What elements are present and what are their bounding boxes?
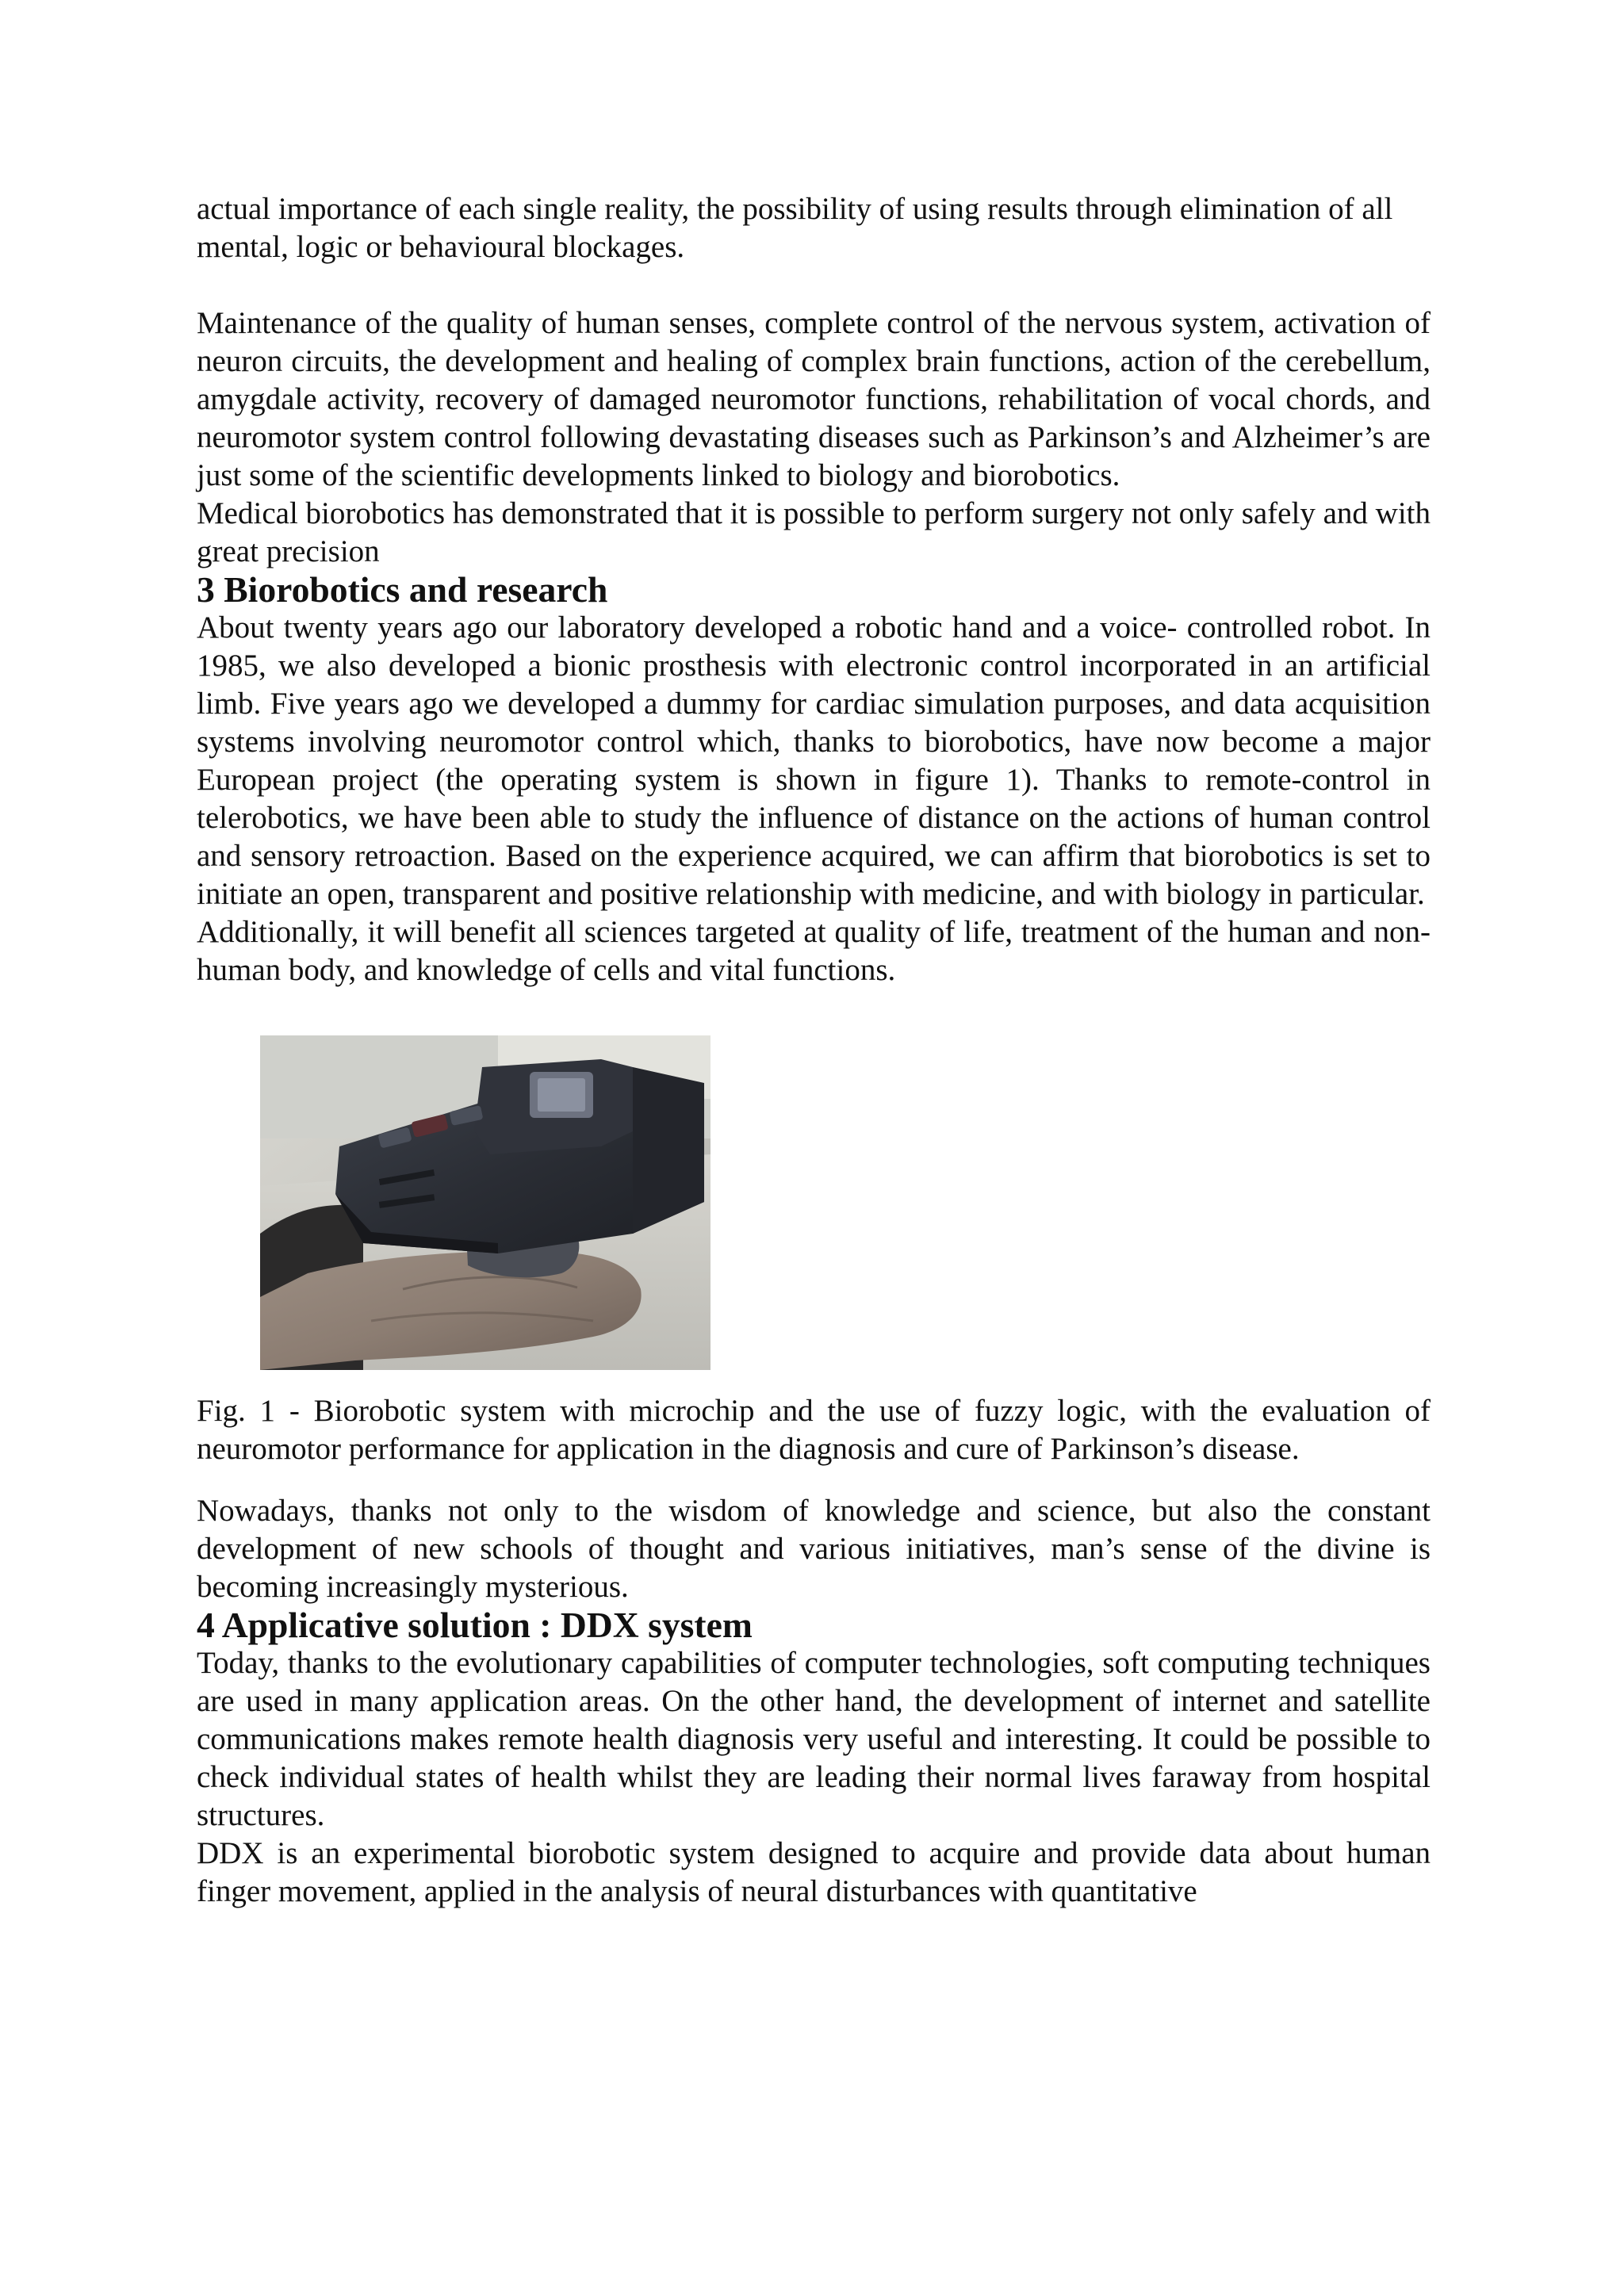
section-3-paragraph-1: About twenty years ago our laboratory developed a robotic hand and a voice- controlled robot. In 1985, we also developed a bionic prosthesis with electronic control incorporated in an artificial limb. Five years ago we developed a dummy for cardiac simulation purposes, and data acquisition systems involving neuromotor control which, thanks to biorobotics, have now become a major European project (the operating system is shown in figure 1). Thanks to remote-control in telerobotics, we have been able to study the influence of distance on the actions of human control and sensory retroaction. Based on the experience acquired, we can affirm that biorobotics is set to initiate an open, transparent and positive relationship with medicine, and with biology in particular. — [197, 610, 1431, 911]
paragraph-medical-biorobotics: Medical biorobotics has demonstrated that it is possible to perform surgery not only safely and with great precision — [197, 496, 1431, 568]
section-4-heading: 4 Applicative solution : DDX system — [197, 1605, 753, 1645]
document-page — [197, 190, 1431, 1911]
figure-1-caption: Fig. 1 - Biorobotic system with microchip and the use of fuzzy logic, with the evaluation of neuromotor performance for application in the diagnosis and cure of Parkinson’s disease. — [197, 1394, 1431, 1466]
section-3-heading: 3 Biorobotics and research — [197, 569, 608, 610]
section-4-paragraph-1: Today, thanks to the evolutionary capabilities of computer technologies, soft computing techniques are used in many application areas. On the other hand, the development of internet and satellite communications makes remote health diagnosis very useful and interesting. It could be possible to check individual states of health whilst they are leading their normal lives faraway from hospital structures. — [197, 1646, 1431, 1832]
section-4-paragraph-2: DDX is an experimental biorobotic system designed to acquire and provide data about human finger movement, applied in the analysis of neural disturbances with quantitative — [197, 1836, 1431, 1908]
section-3-paragraph-2: Additionally, it will benefit all sciences targeted at quality of life, treatment of the human and non-human body, and knowledge of cells and vital functions. — [197, 915, 1431, 987]
paragraph-continuation: actual importance of each single reality, the possibility of using results through elimination of all mental, logic or behavioural blockages. — [197, 192, 1393, 264]
biorobotic-device-photo — [260, 1035, 710, 1370]
figure-1-photo — [260, 1035, 710, 1370]
paragraph-nowadays: Nowadays, thanks not only to the wisdom of knowledge and science, but also the constant development of new schools of thought and various initiatives, man’s sense of the divine is becoming increasingly mysterious. — [197, 1494, 1431, 1604]
paragraph-maintenance: Maintenance of the quality of human senses, complete control of the nervous system, activation of neuron circuits, the development and healing of complex brain functions, action of the cerebellum, amygdale activity, recovery of damaged neuromotor functions, rehabilitation of vocal chords, and neuromotor system control following devastating diseases such as Parkinson’s and Alzheimer’s are just some of the scientific developments linked to biology and biorobotics. — [197, 306, 1431, 492]
